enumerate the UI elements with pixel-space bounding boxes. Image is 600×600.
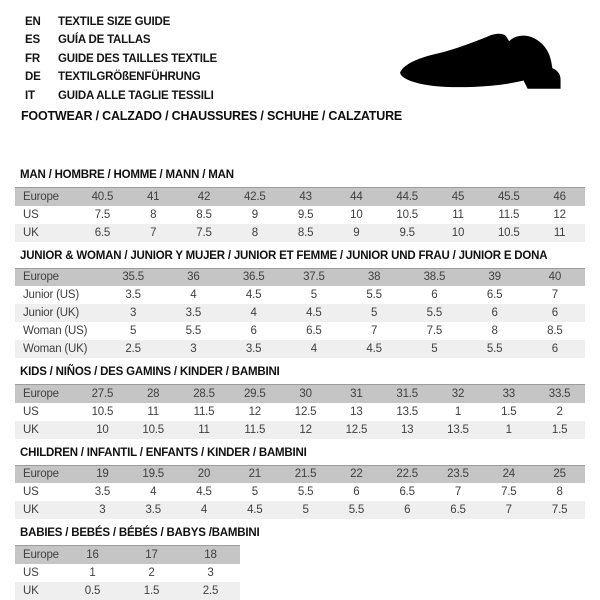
size-cell: 37.5: [303, 271, 325, 284]
size-cell: 35.5: [122, 271, 144, 284]
size-cell: 10: [451, 226, 465, 239]
table-title: KIDS / NIÑOS / DES GAMINS / KINDER / BAMBINI: [20, 366, 280, 378]
language-label: GUIDA ALLE TAGLIE TESSILI: [58, 89, 214, 102]
size-cell: 2.5: [125, 343, 141, 355]
size-cell: 12: [553, 208, 566, 221]
size-cell: 10: [350, 208, 363, 221]
table-header-row: [15, 268, 585, 286]
size-cell: 18: [204, 548, 217, 561]
size-cell: 3.5: [145, 504, 161, 516]
size-cell: 7.5: [94, 208, 111, 221]
size-cell: 42: [197, 190, 211, 203]
size-cell: 13: [350, 405, 363, 418]
size-cell: 13: [400, 423, 414, 436]
size-cell: 3: [207, 566, 214, 579]
size-cell: 19: [96, 468, 109, 481]
row-label: Junior (UK): [23, 307, 79, 319]
size-table-section: [15, 250, 585, 359]
size-cell: 12: [248, 405, 261, 418]
table-row: [15, 483, 585, 501]
size-cell: 3: [130, 307, 137, 319]
size-cell: 2: [556, 405, 563, 418]
size-table-section: [15, 527, 585, 600]
size-cell: 42.5: [243, 190, 266, 203]
row-label: Woman (US): [23, 325, 88, 337]
size-table-section: [15, 169, 585, 242]
size-cell: 41: [146, 190, 160, 203]
size-table: [15, 545, 240, 600]
language-row: [25, 13, 217, 31]
size-cell: 1: [89, 566, 96, 579]
size-cell: 29.5: [243, 387, 266, 400]
size-cell: 1.5: [143, 584, 160, 597]
table-row: [15, 224, 585, 242]
size-cell: 4: [250, 307, 257, 319]
table-row: [15, 304, 585, 322]
size-cell: 13.5: [396, 405, 418, 418]
table-title: JUNIOR & WOMAN / JUNIOR Y MUJER / JUNIOR ET FEMME / JUNIOR UND FRAU / JUNIOR E DONA: [20, 249, 548, 262]
size-cell: 45.5: [497, 190, 520, 203]
size-cell: 3: [190, 343, 197, 355]
row-label: UK: [23, 504, 39, 516]
size-cell: 12: [299, 423, 312, 436]
row-label: Europe: [23, 271, 59, 284]
table-row: [15, 322, 585, 340]
table-title: CHILDREN / INFANTIL / ENFANTS / KINDER / BAMBINI: [20, 446, 307, 459]
size-cell: 20: [197, 468, 211, 481]
shoe-silhouette-path: [400, 34, 560, 89]
size-cell: 5: [371, 307, 378, 319]
size-cell: 10.5: [142, 423, 164, 436]
size-cell: 6.5: [399, 486, 415, 498]
size-cell: 11: [198, 423, 210, 436]
language-code: IT: [25, 89, 35, 102]
language-code: ES: [25, 34, 40, 47]
size-cell: 28: [146, 387, 160, 400]
size-cell: 4: [200, 504, 208, 516]
row-label: Europe: [23, 548, 59, 561]
size-cell: 6.5: [94, 226, 111, 239]
size-cell: 8: [556, 486, 563, 498]
row-label: Europe: [23, 468, 59, 481]
size-cell: 6.5: [450, 504, 466, 516]
size-cell: 31.5: [396, 387, 418, 400]
size-cell: 8: [491, 325, 498, 337]
size-cell: 39: [488, 271, 501, 284]
language-row: [25, 50, 217, 68]
row-label: Europe: [23, 190, 59, 203]
table-header-row: [15, 385, 585, 403]
language-row: [25, 68, 217, 86]
size-cell: 21: [248, 468, 261, 481]
size-cell: 5.5: [366, 289, 382, 301]
size-cell: 4.5: [366, 343, 382, 355]
table-row: [15, 501, 585, 519]
row-label: US: [23, 486, 39, 498]
row-label: US: [23, 405, 39, 418]
size-cell: 36: [187, 271, 200, 284]
size-table: [15, 465, 585, 520]
size-cell: 22: [350, 468, 363, 481]
size-cell: 4.5: [306, 307, 322, 319]
size-cell: 5.5: [297, 486, 314, 498]
size-cell: 13.5: [447, 423, 469, 436]
row-label: Junior (US): [23, 289, 79, 301]
size-cell: 11.5: [244, 423, 266, 436]
size-cell: 4.5: [245, 289, 262, 301]
size-cell: 4: [190, 289, 197, 301]
language-label: GUIDE DES TAILLES TEXTILE: [58, 52, 217, 65]
size-cell: 33.5: [548, 387, 571, 400]
table-row: [15, 564, 240, 582]
size-cell: 2: [148, 566, 155, 579]
size-cell: 3.5: [185, 307, 202, 319]
size-cell: 11: [147, 405, 159, 418]
table-title: BABIES / BEBÉS / BÉBÉS / BABYS /BAMBINI: [20, 527, 260, 539]
size-cell: 6: [551, 343, 558, 355]
size-cell: 27.5: [91, 387, 114, 400]
table-title: MAN / HOMBRE / HOMME / MANN / MAN: [20, 169, 234, 181]
size-cell: 9: [353, 226, 360, 239]
size-cell: 3.5: [94, 486, 111, 498]
size-cell: 19.5: [142, 468, 164, 481]
row-label: Europe: [23, 387, 59, 400]
row-label: UK: [23, 226, 39, 239]
size-cell: 38.5: [423, 271, 446, 284]
language-label: GUÍA DE TALLAS: [58, 34, 151, 47]
size-cell: 3: [99, 504, 106, 516]
language-label: TEXTILE SIZE GUIDE: [58, 16, 171, 28]
size-cell: 5.5: [426, 307, 443, 319]
size-cell: 9: [251, 208, 258, 221]
size-cell: 21.5: [294, 468, 317, 481]
size-cell: 10.5: [396, 208, 418, 221]
size-cell: 45: [451, 190, 465, 203]
table-row: [15, 286, 585, 304]
size-cell: 7: [454, 486, 462, 498]
size-cell: 38: [367, 271, 381, 284]
size-cell: 33: [502, 387, 515, 400]
size-cell: 46: [553, 190, 566, 203]
size-cell: 7: [505, 504, 512, 516]
size-cell: 25: [553, 468, 566, 481]
size-cell: 6.5: [306, 325, 322, 337]
size-cell: 43: [299, 190, 312, 203]
size-cell: 8.5: [196, 208, 212, 221]
size-cell: 5: [130, 325, 137, 337]
row-label: Woman (UK): [23, 343, 88, 355]
row-label: UK: [23, 584, 39, 597]
size-cell: 8.5: [297, 226, 314, 239]
size-cell: 12.5: [294, 405, 317, 418]
shoe-icon: [396, 33, 576, 95]
size-cell: 0.5: [84, 584, 101, 597]
size-cell: 9.5: [399, 226, 415, 239]
size-cell: 36.5: [242, 271, 265, 284]
table-header-row: [15, 546, 240, 564]
size-cell: 8.5: [547, 325, 563, 337]
table-header-row: [15, 465, 585, 483]
size-table-section: [15, 447, 585, 520]
size-cell: 6.5: [486, 289, 503, 301]
size-cell: 1.5: [551, 423, 568, 436]
size-cell: 7: [150, 226, 157, 239]
size-cell: 2.5: [202, 584, 219, 597]
size-cell: 1: [454, 405, 462, 418]
size-cell: 6: [404, 504, 411, 516]
size-cell: 7.5: [551, 504, 568, 516]
language-label: TEXTILGRÖßENFÜHRUNG: [58, 71, 201, 84]
size-table: [15, 268, 585, 359]
size-cell: 16: [86, 548, 99, 561]
table-row: [15, 582, 240, 600]
table-header-row: [15, 188, 585, 206]
size-cell: 3.5: [125, 289, 141, 301]
size-cell: 8: [150, 208, 157, 221]
size-cell: 11: [553, 226, 566, 239]
language-code: FR: [25, 52, 40, 65]
language-row: [25, 31, 217, 49]
size-cell: 7: [371, 325, 378, 337]
table-row: [15, 340, 585, 358]
size-cell: 4: [310, 343, 317, 355]
size-cell: 11: [452, 208, 464, 221]
size-cell: 7.5: [196, 226, 212, 239]
language-list: [25, 13, 217, 105]
size-cell: 12.5: [345, 423, 368, 436]
size-cell: 11.5: [498, 208, 520, 221]
size-cell: 22.5: [396, 468, 418, 481]
size-cell: 5.5: [486, 343, 503, 355]
size-cell: 5: [302, 504, 309, 516]
size-cell: 3.5: [245, 343, 262, 355]
size-cell: 31: [350, 387, 363, 400]
size-cell: 6: [431, 289, 438, 301]
size-cell: 5: [251, 486, 258, 498]
size-cell: 44.5: [396, 190, 418, 203]
size-cell: 4.5: [196, 486, 212, 498]
size-cell: 7: [551, 289, 558, 301]
size-cell: 10: [96, 423, 109, 436]
row-label: UK: [23, 423, 39, 436]
size-table: [15, 187, 585, 242]
table-row: [15, 206, 585, 224]
size-cell: 10.5: [91, 405, 114, 418]
row-label: US: [23, 566, 39, 579]
size-tables: [15, 169, 585, 600]
size-cell: 11.5: [193, 405, 215, 418]
language-code: EN: [25, 16, 41, 28]
row-label: US: [23, 208, 39, 221]
size-cell: 4.5: [247, 504, 263, 516]
size-cell: 28.5: [193, 387, 215, 400]
table-row: [15, 403, 585, 421]
size-table: [15, 384, 585, 439]
size-cell: 1.5: [501, 405, 517, 418]
size-cell: 40.5: [91, 190, 114, 203]
size-table-section: [15, 366, 585, 439]
size-cell: 5: [431, 343, 438, 355]
size-cell: 5: [310, 289, 317, 301]
size-cell: 40: [548, 271, 562, 284]
size-cell: 32: [451, 387, 465, 400]
size-cell: 10.5: [497, 226, 520, 239]
language-code: DE: [25, 71, 41, 84]
size-cell: 6: [491, 307, 498, 319]
category-heading: FOOTWEAR / CALZADO / CHAUSSURES / SCHUHE / CALZATURE: [21, 109, 403, 123]
size-cell: 7.5: [501, 486, 517, 498]
size-cell: 1: [505, 423, 512, 436]
size-cell: 17: [145, 548, 158, 561]
size-cell: 23.5: [447, 468, 469, 481]
size-cell: 44: [350, 190, 363, 203]
size-cell: 5.5: [348, 504, 365, 516]
size-cell: 5.5: [185, 325, 202, 337]
language-row: [25, 87, 217, 105]
size-cell: 9.5: [297, 208, 314, 221]
table-row: [15, 421, 585, 439]
size-cell: 24: [502, 468, 515, 481]
size-cell: 30: [299, 387, 312, 400]
size-cell: 4: [150, 486, 157, 498]
size-cell: 8: [251, 226, 258, 239]
size-cell: 7.5: [426, 325, 443, 337]
size-cell: 6: [353, 486, 360, 498]
size-cell: 6: [551, 307, 558, 319]
size-cell: 6: [250, 325, 257, 337]
